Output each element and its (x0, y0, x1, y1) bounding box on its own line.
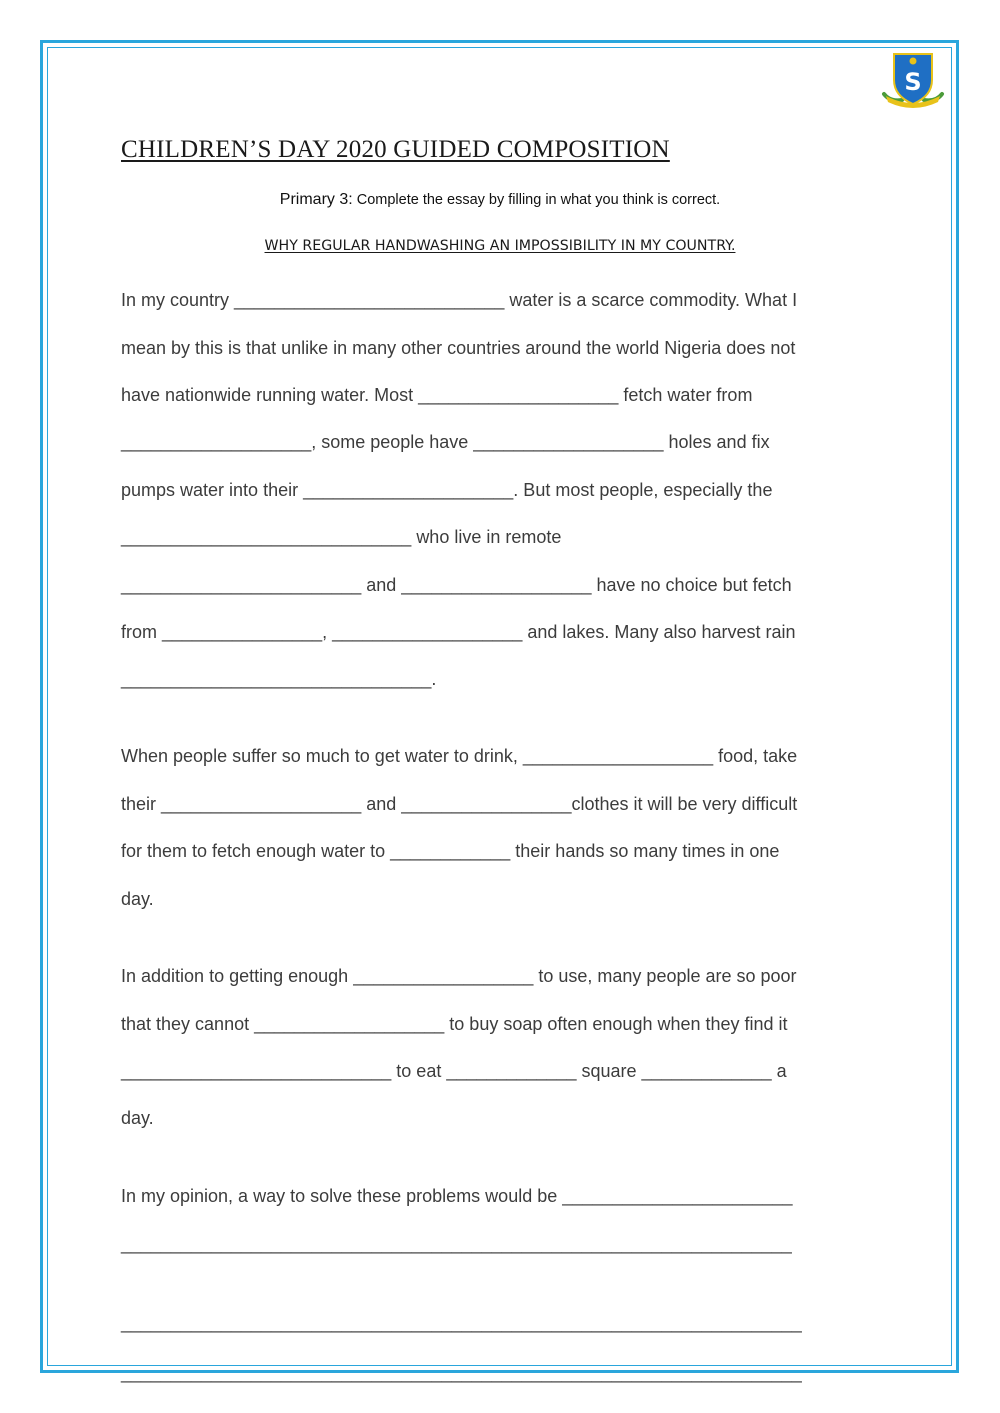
essay-line: ___________________________ to eat _____________ square _____________ a (121, 1061, 787, 1081)
grade-label: Primary 3: (279, 191, 353, 208)
answer-line: ____________________________________________________________________ (121, 1313, 802, 1333)
essay-line: their ____________________ and _________________clothes it will be very difficult (121, 794, 798, 814)
essay-heading: WHY REGULAR HANDWASHING AN IMPOSSIBILITY IN MY COUNTRY. (264, 238, 736, 254)
essay-line: In addition to getting enough __________________ to use, many people are so poor (121, 966, 797, 986)
essay-line: In my opinion, a way to solve these problems would be _______________________ (121, 1186, 793, 1206)
answer-line: ____________________________________________________________________ (121, 1363, 802, 1383)
essay-line: ________________________ and ___________________ have no choice but fetch (121, 575, 792, 595)
instructions (0, 191, 1000, 209)
page-title: CHILDREN’S DAY 2020 GUIDED COMPOSITION (121, 136, 670, 163)
school-logo (880, 50, 946, 110)
essay-line: _____________________________ who live in remote (121, 527, 562, 547)
essay-line: have nationwide running water. Most ____________________ fetch water from (121, 385, 753, 405)
essay-line: from ________________, ___________________ and lakes. Many also harvest rain (121, 622, 796, 642)
essay-line: ___________________, some people have ___________________ holes and fix (121, 432, 770, 452)
instruction-text: Complete the essay by filling in what you think is correct. (352, 192, 721, 208)
essay-line: mean by this is that unlike in many other countries around the world Nigeria does not (121, 338, 796, 358)
answer-line: ___________________________________________________________________ (121, 1234, 792, 1254)
essay-line: that they cannot ___________________ to buy soap often enough when they find it (121, 1014, 788, 1034)
essay-line: In my country ___________________________ water is a scarce commodity. What I (121, 290, 798, 310)
essay-line: day. (121, 889, 154, 909)
essay-line: pumps water into their _____________________. But most people, especially the (121, 480, 773, 500)
logo-letter: S (904, 68, 922, 96)
essay-line: for them to fetch enough water to ____________ their hands so many times in one (121, 841, 780, 861)
essay-line: day. (121, 1108, 154, 1128)
essay-line: When people suffer so much to get water to drink, ___________________ food, take (121, 746, 798, 766)
essay-line: _______________________________. (121, 669, 437, 689)
